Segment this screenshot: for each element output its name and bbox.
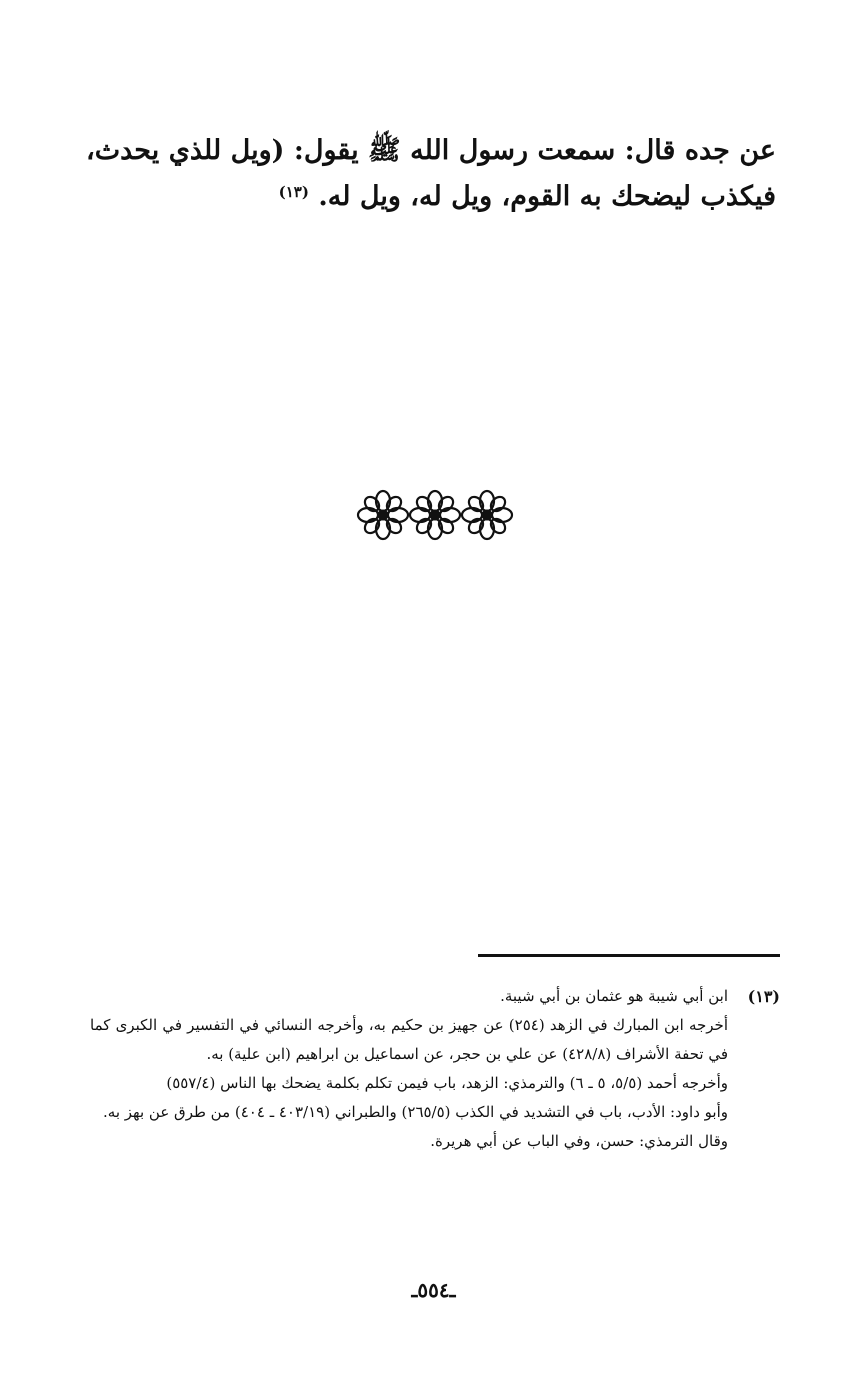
page-number: ـ٥٥٤ـ — [411, 1278, 456, 1302]
footnote-line: وقال الترمذي: حسن، وفي الباب عن أبي هريرة. — [430, 1132, 728, 1150]
main-text — [86, 128, 776, 220]
footnote-divider — [478, 954, 780, 957]
footnote-section — [90, 982, 780, 1156]
footnote-number: (١٣) — [747, 987, 780, 1006]
footnote-reference: (١٣) — [278, 183, 309, 201]
footnote-line: وأخرجه أحمد (٥/٥، ٥ ـ ٦) والترمذي: الزهد، باب فيمن تكلم بكلمة يضحك بها الناس (٥٥٧/٤) — [166, 1074, 728, 1092]
footnote-line: أخرجه ابن المبارك في الزهد (٢٥٤) عن جهيز بن حكيم به، وأخرجه النسائي في التفسير في الكبرى كما في تحفة الأشراف (٤٢٨/٨) عن علي بن حجر، عن اسماعيل بن ابراهيم (ابن علية) به. — [90, 1016, 728, 1063]
footnote-line: وأبو داود: الأدب، باب في التشديد في الكذب (٢٦٥/٥) والطبراني (٤٠٣/١٩ ـ ٤٠٤) من طرق عن بهز به. — [103, 1103, 728, 1121]
main-text-body: عن جده قال: سمعت رسول الله ﷺ يقول: (ويل للذي يحدث، فيكذب ليضحك به القوم، ويل له، ويل له. — [86, 135, 776, 212]
flower-ornament-icon — [355, 485, 515, 545]
footnote-line: ابن أبي شيبة هو عثمان بن أبي شيبة. — [500, 987, 728, 1005]
footnote-body — [90, 982, 728, 1156]
